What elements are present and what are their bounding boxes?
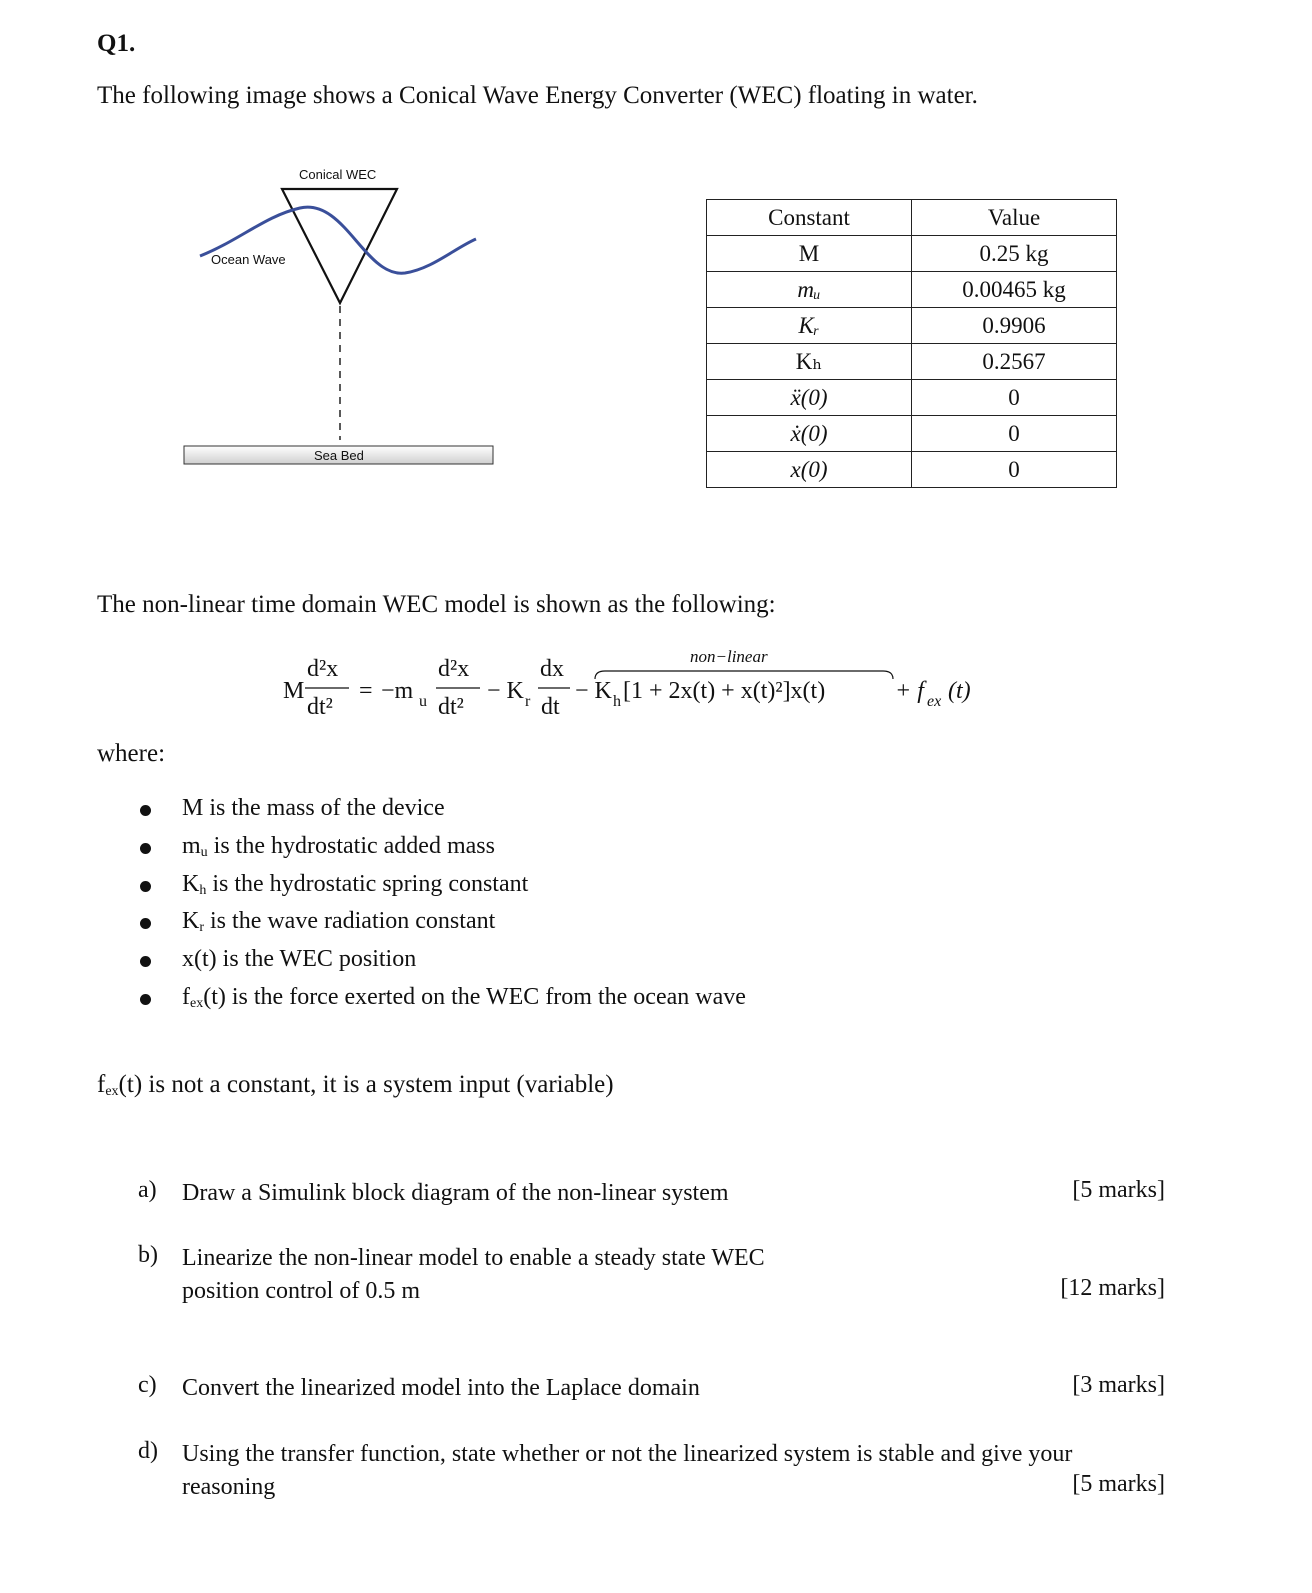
definitions-list	[140, 795, 746, 1022]
wec-label: Conical WEC	[299, 167, 377, 182]
def-sub: h	[199, 882, 207, 898]
constants-table	[706, 199, 1117, 488]
question-d-marks: [5 marks]	[1072, 1471, 1165, 1497]
def-text: (t) is the force exerted on the WEC from the ocean wave	[203, 983, 746, 1010]
note-sub: ex	[105, 1084, 119, 1099]
eq-annotation: non−linear	[690, 647, 768, 666]
wave-label: Ocean Wave	[211, 252, 286, 267]
eq-frac1-den: dt²	[307, 694, 333, 720]
constant-cell: Kᵣ	[707, 308, 912, 344]
question-text: Linearize the non-linear model to enable a steady state WEC	[182, 1245, 765, 1271]
def-symbol: K	[182, 870, 200, 897]
constant-cell: mᵤ	[707, 272, 912, 308]
header-constant: Constant	[707, 200, 912, 236]
question-letter: a)	[138, 1177, 157, 1203]
header-value: Value	[912, 200, 1117, 236]
eq-plus-fex: + f	[895, 678, 924, 704]
question-text: Draw a Simulink block diagram of the non-linear system	[182, 1180, 729, 1206]
eq-frac2-den: dt²	[438, 694, 464, 720]
question-text-line2: position control of 0.5 m	[182, 1278, 420, 1304]
table-row	[707, 416, 1117, 452]
question-c-marks: [3 marks]	[1072, 1372, 1165, 1398]
list-item	[140, 946, 746, 984]
eq-kr-sub: r	[525, 693, 531, 710]
list-item	[140, 833, 746, 871]
def-text: is the hydrostatic added mass	[207, 832, 495, 859]
def-symbol: K	[182, 908, 200, 935]
value-cell: 0.2567	[912, 344, 1117, 380]
fex-note	[97, 1071, 614, 1100]
def-symbol: x(t)	[182, 946, 217, 973]
bullet-icon	[140, 843, 151, 854]
eq-fex-arg: (t)	[948, 678, 971, 704]
def-sub: r	[199, 920, 205, 936]
eq-minus-kh: − K	[575, 678, 612, 704]
question-letter: c)	[138, 1372, 157, 1398]
eq-frac1-num: d²x	[307, 656, 339, 682]
table-header-row	[707, 200, 1117, 236]
eq-nonlinear-body: [1 + 2x(t) + x(t)²]x(t)	[623, 678, 826, 704]
question-number: Q1.	[97, 30, 136, 57]
eq-frac2-num: d²x	[438, 656, 470, 682]
value-cell: 0.9906	[912, 308, 1117, 344]
table-row	[707, 308, 1117, 344]
eq-mu-sub: u	[419, 693, 427, 710]
list-item	[140, 908, 746, 946]
question-letter: d)	[138, 1438, 158, 1464]
constant-cell: ẋ(0)	[707, 416, 912, 452]
question-b-marks: [12 marks]	[1060, 1275, 1165, 1301]
constant-cell: x(0)	[707, 452, 912, 488]
constant-cell: M	[707, 236, 912, 272]
eq-fex-sub: ex	[927, 693, 942, 710]
table-row	[707, 344, 1117, 380]
bullet-icon	[140, 805, 151, 816]
def-symbol: f	[182, 983, 190, 1010]
constant-cell: ẍ(0)	[707, 380, 912, 416]
eq-minus-kr: − K	[487, 678, 524, 704]
def-sub: u	[200, 844, 208, 860]
def-text: is the mass of the device	[203, 795, 445, 821]
bullet-icon	[140, 994, 151, 1005]
question-letter: b)	[138, 1242, 158, 1268]
def-text: is the WEC position	[216, 946, 417, 973]
note-symbol: f	[97, 1071, 106, 1098]
eq-frac3-den: dt	[541, 694, 560, 720]
conical-wec-shape	[282, 189, 397, 303]
def-symbol: m	[182, 832, 201, 859]
eq-frac3-num: dx	[540, 656, 564, 682]
model-intro: The non-linear time domain WEC model is shown as the following:	[97, 591, 776, 618]
value-cell: 0	[912, 416, 1117, 452]
question-text: Using the transfer function, state whether or not the linearized system is stable and give your	[182, 1441, 1073, 1467]
table-row	[707, 272, 1117, 308]
bullet-icon	[140, 881, 151, 892]
question-a-marks: [5 marks]	[1072, 1177, 1165, 1203]
bullet-icon	[140, 956, 151, 967]
question-text-line2: reasoning	[182, 1474, 276, 1500]
def-sub: ex	[190, 995, 204, 1011]
list-item	[140, 984, 746, 1022]
bullet-icon	[140, 918, 151, 929]
list-item	[140, 871, 746, 909]
intro-text: The following image shows a Conical Wave Energy Converter (WEC) floating in water.	[97, 82, 978, 109]
table-row	[707, 452, 1117, 488]
question-text: Convert the linearized model into the Laplace domain	[182, 1375, 700, 1401]
value-cell: 0.00465 kg	[912, 272, 1117, 308]
table-row	[707, 380, 1117, 416]
wec-figure	[170, 158, 510, 478]
value-cell: 0	[912, 452, 1117, 488]
constant-cell: Kₕ	[707, 344, 912, 380]
seabed-label: Sea Bed	[314, 448, 364, 463]
def-text: is the wave radiation constant	[204, 908, 496, 935]
eq-equals: =	[359, 678, 373, 704]
def-symbol: M	[182, 795, 204, 821]
eq-kh-sub: h	[613, 693, 621, 710]
eq-neg-mu: −m	[381, 678, 414, 704]
value-cell: 0.25 kg	[912, 236, 1117, 272]
value-cell: 0	[912, 380, 1117, 416]
def-text: is the hydrostatic spring constant	[206, 870, 529, 897]
nonlinear-equation	[283, 642, 1003, 726]
table-row	[707, 236, 1117, 272]
list-item	[140, 795, 746, 833]
eq-lhs-coef: M	[283, 678, 305, 704]
note-text: (t) is not a constant, it is a system input (variable)	[118, 1071, 614, 1098]
where-label: where:	[97, 740, 166, 767]
